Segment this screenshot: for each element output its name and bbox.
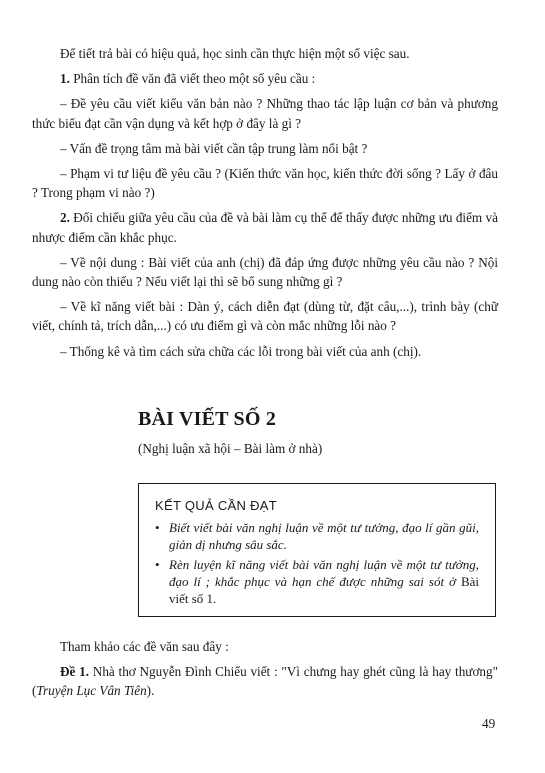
topic-1-label: Đề 1. [60,664,90,680]
intro-paragraph: Để tiết trả bài có hiệu quả, học sinh cần thực hiện một số việc sau. [60,46,410,61]
item-1-point-2: – Vấn đề trọng tâm mà bài viết cần tập trung làm nổi bật ? [60,140,368,156]
section-title: BÀI VIẾT SỐ 2 [138,408,277,430]
item-2-text: Đối chiếu giữa yêu cầu của đề và bài làm cụ thể để thấy được những ưu điểm và nhược điểm cần khắc phục. [32,210,498,245]
topic-1-source: Truyện Lục Vân Tiên [36,683,147,699]
item-2-point-2: – Về kĩ năng viết bài : Dàn ý, cách diễn đạt (dùng từ, đặt câu,...), trình bày (chữ viết, chính tả, trích dẫn,...) có ưu điểm gì và còn mắc những lỗi nào ? [32,299,498,334]
section-subtitle: (Nghị luận xã hội – Bài làm ở nhà) [138,441,323,456]
reference-section [32,637,498,707]
bullet-icon: • [155,557,160,572]
result-box-title: KẾT QUẢ CẦN ĐẠT [155,498,278,513]
item-1-point-1: – Đề yêu cầu viết kiểu văn bản nào ? Những thao tác lập luận cơ bản và phương thức biểu đạt cần vận dụng và kết hợp ở đây là gì ? [32,96,498,131]
item-2-number: 2. [60,210,70,226]
item-1-point-3: – Phạm vi tư liệu đề yêu cầu ? (Kiến thức văn học, kiến thức đời sống ? Lấy ở đâu ? Trong phạm vi nào ?) [32,166,498,201]
page-number: 49 [482,716,496,731]
bullet-icon: • [155,520,160,535]
result-item-2-tail: Bài viết số 1. [169,574,479,606]
result-list [155,519,479,607]
reference-intro: Tham khảo các đề văn sau đây : [60,639,229,654]
result-item-2 [155,556,479,607]
result-item-1 [155,519,479,553]
item-2 [32,208,498,246]
item-1-text: Phân tích đề văn đã viết theo một số yêu cầu : [73,71,316,87]
item-1-number: 1. [60,71,70,87]
item-1 [32,69,498,88]
topic-1 [32,662,498,700]
item-2-point-1: – Về nội dung : Bài viết của anh (chị) đã đáp ứng được những yêu cầu nào ? Nội dung nào còn thiếu ? Nếu viết lại thì sẽ bổ sung những gì ? [32,254,498,290]
result-box [138,483,496,617]
instructions-section [32,44,498,367]
result-item-2-text: Rèn luyện kĩ năng viết bài văn nghị luận về một tư tưởng, đạo lí ; khắc phục và hạn chế được những sai sót ở [169,557,479,589]
item-2-point-3: – Thống kê và tìm cách sửa chữa các lỗi trong bài viết của anh (chị). [60,343,422,359]
result-item-1-text: Biết viết bài văn nghị luận về một tư tưởng, đạo lí gần gũi, giản dị nhưng sâu sắc. [169,520,479,552]
topic-1-text: Nhà thơ Nguyễn Đình Chiểu viết : "Vì chưng hay ghét cũng là hay thương" ( [32,664,498,699]
topic-1-end: ). [146,683,155,699]
